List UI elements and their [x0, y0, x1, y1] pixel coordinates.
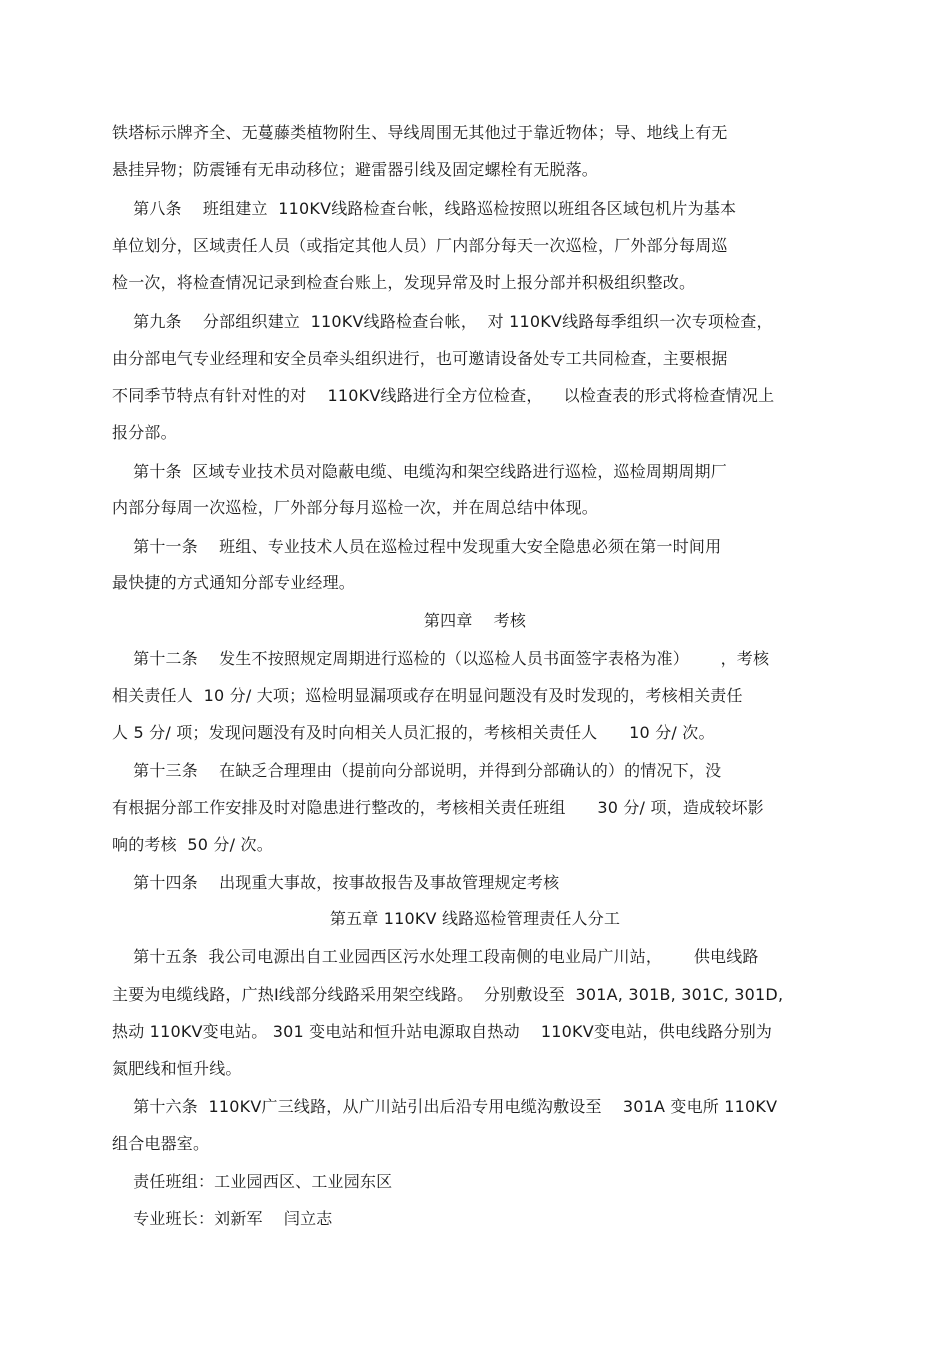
chapter-5-heading: 第五章 110KV 线路巡检管理责任人分工 — [329, 909, 621, 928]
text-line: 热动 110KV变电站。 301 变电站和恒升站电源取自热动 110KV变电站，供电线路分别为 — [112, 1022, 773, 1041]
text-line: 人 5 分/ 项；发现问题没有及时向相关人员汇报的，考核相关责任人 10 分/ 次。 — [112, 723, 715, 742]
text-line: 响的考核 50 分/ 次。 — [112, 835, 273, 854]
article-9: 第九条 分部组织建立 110KV线路检查台帐， 对 110KV线路每季组织一次专项检查， — [112, 312, 773, 331]
text-line: 铁塔标示牌齐全、无蔓藤类植物附生、导线周围无其他过于靠近物体；导、地线上有无 — [112, 123, 728, 142]
article-14: 第十四条 出现重大事故，按事故报告及事故管理规定考核 — [112, 873, 560, 892]
article-11: 第十一条 班组、专业技术人员在巡检过程中发现重大安全隐患必须在第一时间用 — [112, 537, 722, 556]
text-line: 不同季节特点有针对性的对 110KV线路进行全方位检查， 以检查表的形式将检查情况上 — [112, 386, 775, 405]
article-12: 第十二条 发生不按照规定周期进行巡检的（以巡检人员书面签字表格为准） ，考核 — [112, 649, 770, 668]
text-line: 报分部。 — [112, 423, 177, 442]
text-line: 检一次，将检查情况记录到检查台账上，发现异常及时上报分部并积极组织整改。 — [112, 273, 696, 292]
text-line: 内部分每周一次巡检，厂外部分每月巡检一次，并在周总结中体现。 — [112, 498, 599, 517]
chapter-4-heading: 第四章 考核 — [423, 611, 527, 630]
text-line: 单位划分，区域责任人员（或指定其他人员）厂内部分每天一次巡检，厂外部分每周巡 — [112, 236, 728, 255]
article-15: 第十五条 我公司电源出自工业园西区污水处理工段南侧的电业局广川站， 供电线路 — [112, 947, 759, 966]
article-10: 第十条 区域专业技术员对隐蔽电缆、电缆沟和架空线路进行巡检，巡检周期周期厂 — [112, 462, 727, 481]
article-16: 第十六条 110KV广三线路，从广川站引出后沿专用电缆沟敷设至 301A 变电所 110KV — [112, 1097, 778, 1116]
text-line: 组合电器室。 — [112, 1134, 210, 1153]
text-line: 有根据分部工作安排及时对隐患进行整改的，考核相关责任班组 30 分/ 项，造成较坏影 — [112, 798, 764, 817]
text-line: 氮肥线和恒升线。 — [112, 1059, 242, 1078]
article-8: 第八条 班组建立 110KV线路检查台帐，线路巡检按照以班组各区域包机片为基本 — [112, 199, 737, 218]
text-line: 悬挂异物；防震锤有无串动移位；避雷器引线及固定螺栓有无脱落。 — [112, 160, 599, 179]
responsible-teams: 责任班组：工业园西区、工业园东区 — [112, 1172, 393, 1191]
article-13: 第十三条 在缺乏合理理由（提前向分部说明，并得到分部确认的）的情况下，没 — [112, 761, 722, 780]
text-line: 主要为电缆线路，广热Ⅰ线部分线路采用架空线路。 分别敷设至 301A, 301B, 301C, 301D, — [112, 985, 784, 1004]
text-line: 最快捷的方式通知分部专业经理。 — [112, 573, 356, 592]
text-line: 由分部电气专业经理和安全员牵头组织进行，也可邀请设备处专工共同检查，主要根据 — [112, 349, 728, 368]
team-leaders: 专业班长：刘新军 闫立志 — [112, 1209, 333, 1228]
text-line: 相关责任人 10 分/ 大项；巡检明显漏项或存在明显问题没有及时发现的，考核相关责任 — [112, 686, 743, 705]
